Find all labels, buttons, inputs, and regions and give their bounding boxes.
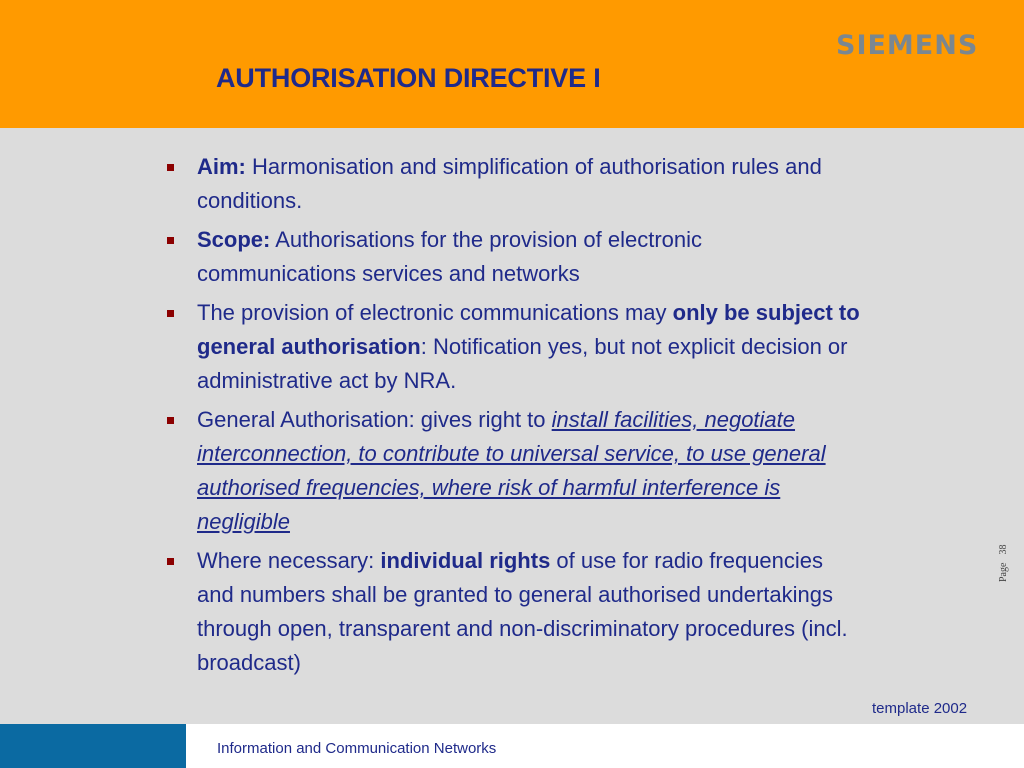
- siemens-logo: SIEMENS: [836, 30, 979, 61]
- bullet-text: The provision of electronic communications may: [197, 300, 673, 325]
- bullet-text: Authorisations for the provision of electronic communications services and networks: [197, 227, 703, 286]
- bullet-text: General Authorisation: gives right to: [197, 407, 552, 432]
- bullet-underlined-text: install facilities, negotiate interconnection, to contribute to universal service, to use general authorised frequencies, where risk of harmful interference is negligible: [197, 407, 826, 534]
- bullet-label: Aim:: [197, 154, 246, 179]
- bullet-list: [165, 150, 865, 685]
- bullet-emphasis: only be subject to general authorisation: [197, 300, 860, 359]
- square-bullet-icon: [167, 237, 174, 244]
- page-value: 38: [998, 544, 1009, 555]
- bullet-text: Where necessary:: [197, 548, 381, 573]
- footer-blue-block: [0, 724, 186, 768]
- square-bullet-icon: [167, 417, 174, 424]
- template-label: template 2002: [872, 700, 968, 717]
- bullet-scope: [165, 223, 865, 291]
- page-label: Page: [998, 562, 1009, 582]
- bullet-label: Scope:: [197, 227, 271, 252]
- page-number: [998, 544, 1024, 582]
- bullet-emphasis: individual rights: [380, 548, 551, 573]
- square-bullet-icon: [167, 310, 174, 317]
- footer-title: Information and Communication Networks: [217, 740, 497, 757]
- bullet-text: Harmonisation and simplification of authorisation rules and conditions.: [197, 154, 822, 213]
- bullet-text: of use for radio frequencies and numbers shall be granted to general authorised undertakings through open, transparent and non-discriminatory procedures (incl. broadcast): [197, 548, 848, 675]
- square-bullet-icon: [167, 164, 174, 171]
- bullet-text: : Notification yes, but not explicit decision or administrative act by NRA.: [197, 334, 848, 393]
- bullet-aim: [165, 150, 865, 218]
- slide-title: AUTHORISATION DIRECTIVE I: [216, 63, 601, 93]
- bullet-general-authorisation-requirement: [165, 296, 865, 398]
- square-bullet-icon: [167, 558, 174, 565]
- bullet-general-authorisation-rights: [165, 403, 865, 539]
- bullet-individual-rights: [165, 544, 865, 680]
